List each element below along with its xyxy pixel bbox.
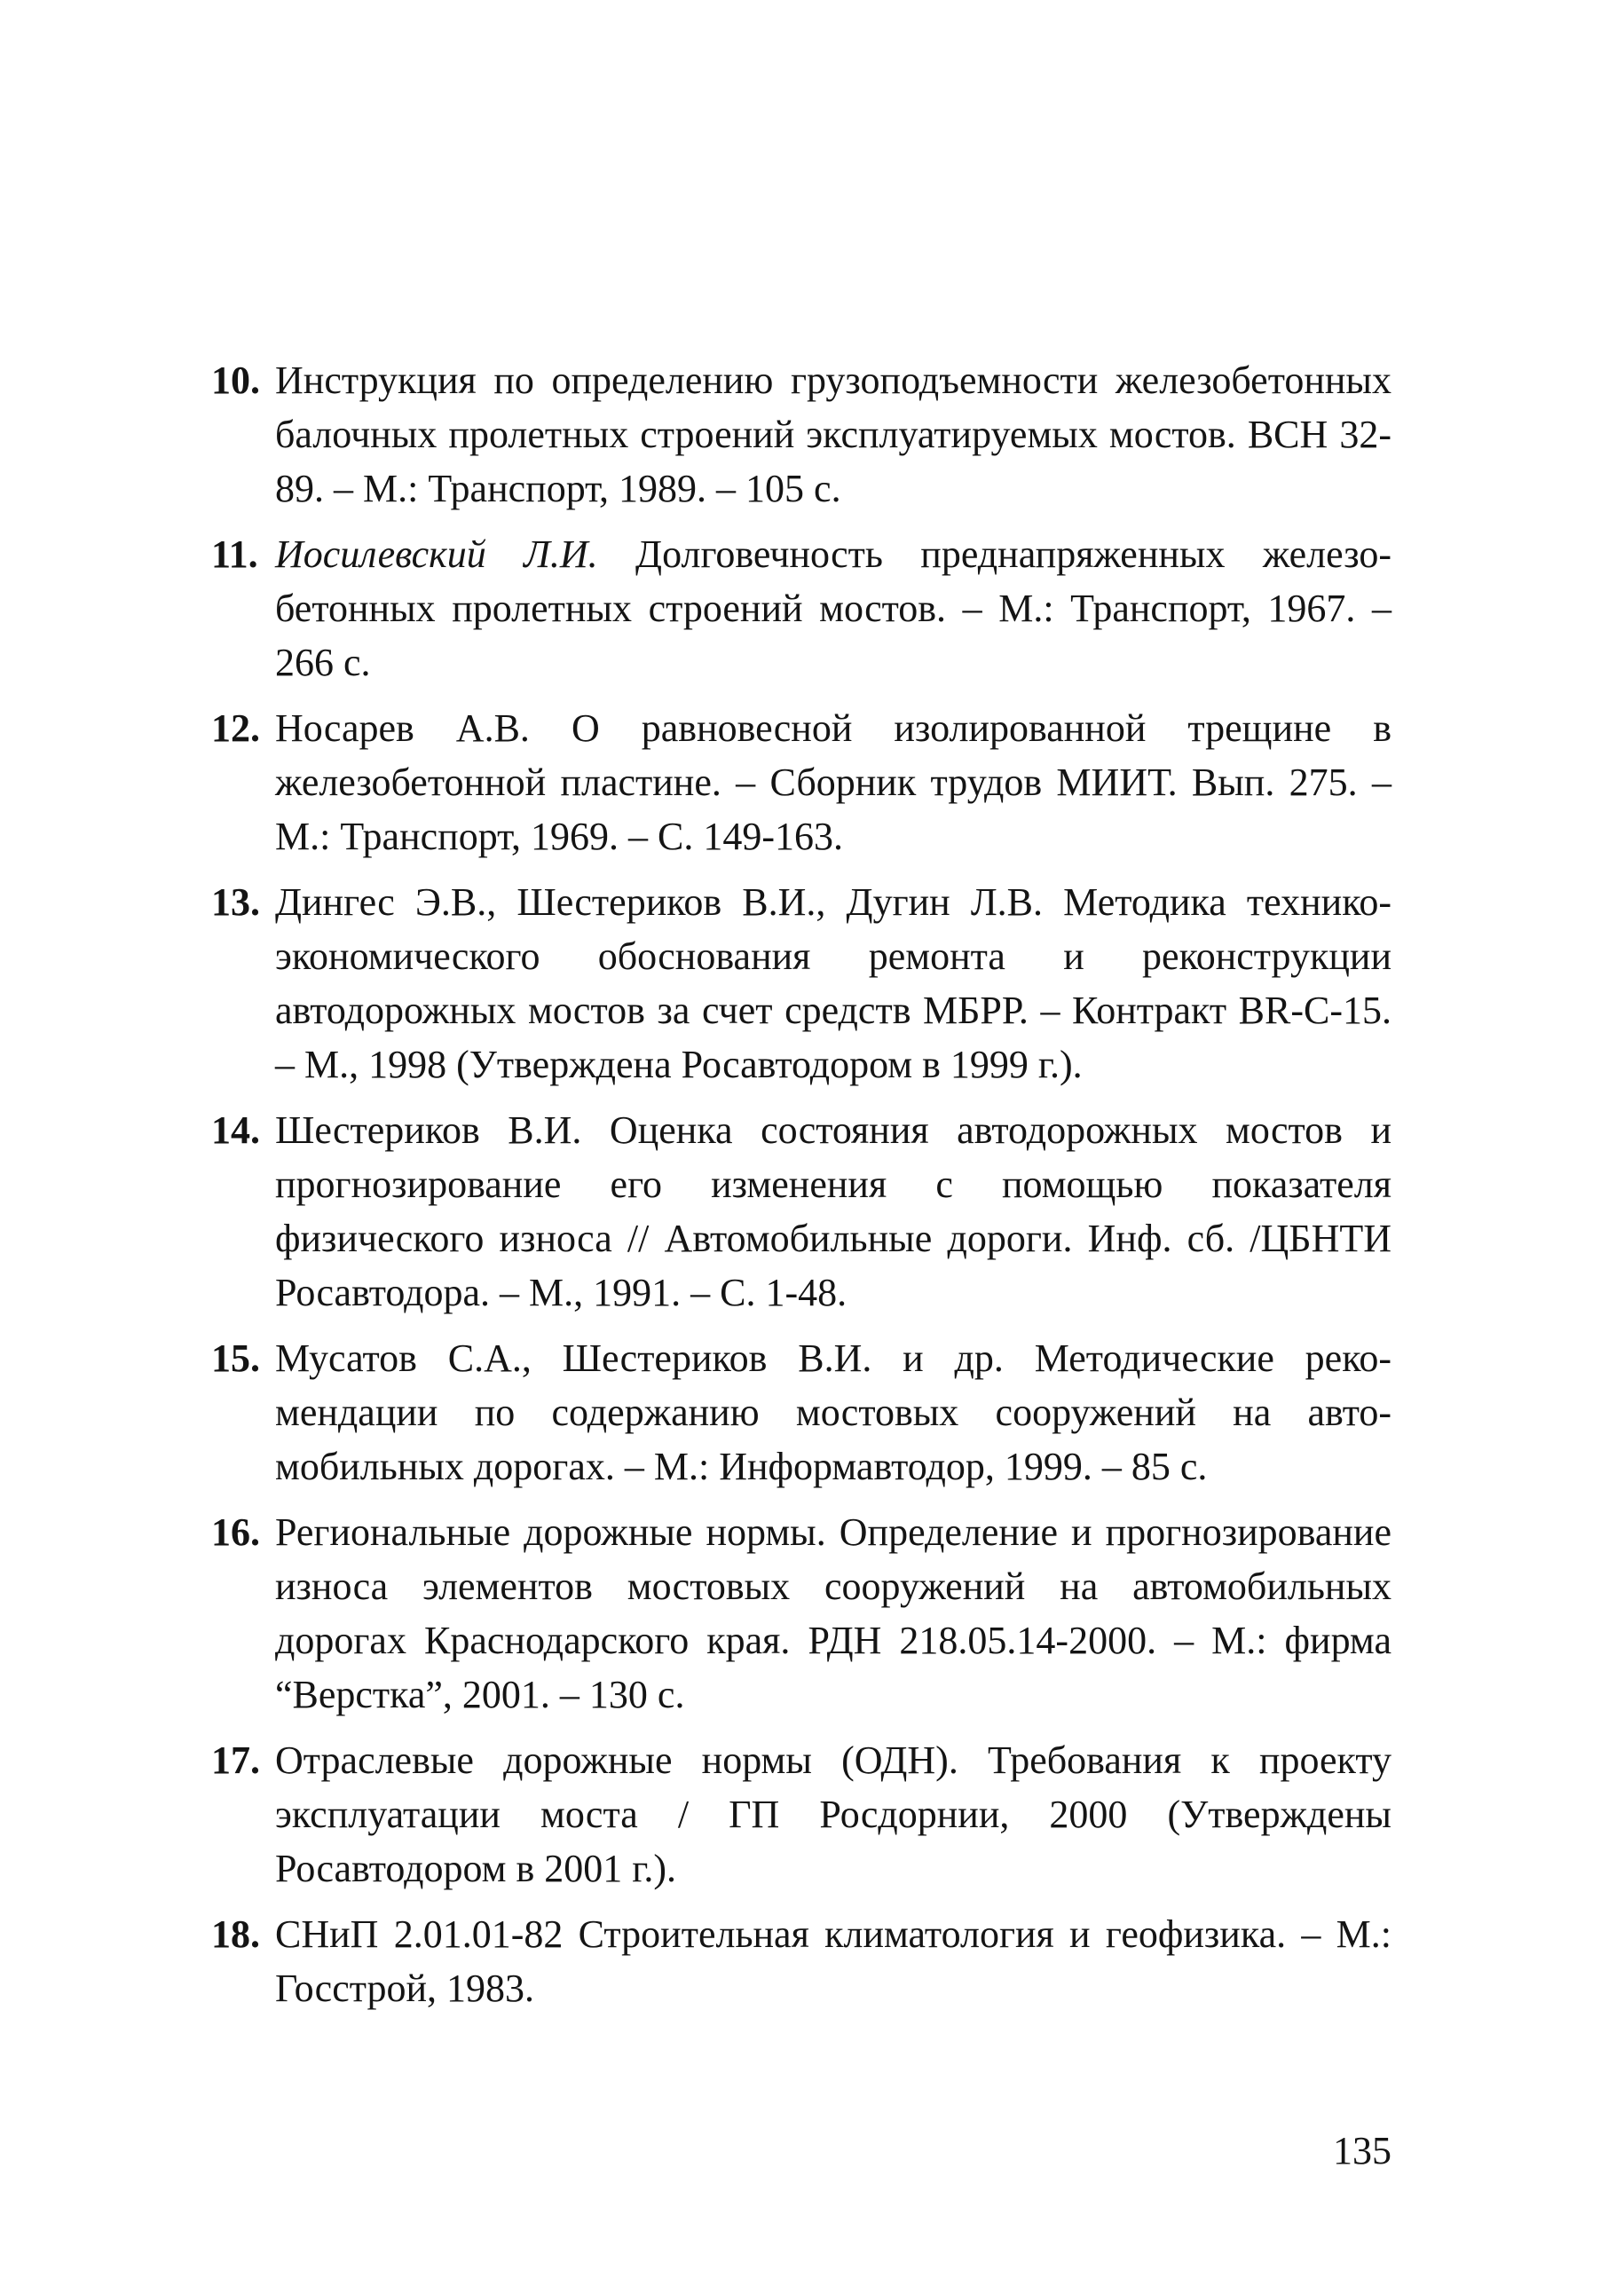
reference-text: Региональные дорожные нормы. Определение и прогнозирование износа элементов мостовых сооружений на автомобильных дорогах Краснодарского края. РДН 218.05.14-2000. – М.: фирма “Верстка”, 2001. – 130 с. (275, 1510, 1391, 1716)
reference-item (211, 1331, 1391, 1494)
reference-number: 15. (211, 1336, 260, 1380)
reference-text: Шестериков В.И. Оценка состояния автодорожных мостов и прогнозирование его изменения с помощью показателя физического износа // Автомобильные дороги. Инф. сб. /ЦБНТИ Росавтодора. – М., 1991. – С. 1-48. (275, 1108, 1391, 1314)
reference-item (211, 1103, 1391, 1320)
reference-number: 14. (211, 1108, 260, 1152)
reference-author: Иосилевский Л.И. (275, 532, 598, 576)
reference-item (211, 875, 1391, 1092)
reference-number: 18. (211, 1912, 260, 1956)
reference-number: 16. (211, 1510, 260, 1554)
reference-number: 17. (211, 1738, 260, 1782)
reference-item (211, 1733, 1391, 1896)
reference-text: Мусатов С.А., Шестериков В.И. и др. Методические рекомендации по содержанию мостовых сооружений на автомобильных дорогах. – М.: Информавтодор, 1999. – 85 с. (275, 1336, 1391, 1488)
reference-text: СНиП 2.01.01-82 Строительная климатология и геофизика. – М.: Госстрой, 1983. (275, 1912, 1391, 2010)
reference-item (211, 1505, 1391, 1722)
page-number: 135 (1333, 2129, 1391, 2172)
reference-list (211, 353, 1391, 2027)
reference-number: 10. (211, 359, 260, 402)
reference-number: 11. (211, 532, 258, 576)
reference-text: Долговечность преднапряженных железобетонных пролетных строений мостов. – М.: Транспорт, 1967. – 266 с. (275, 532, 1391, 684)
reference-number: 13. (211, 880, 260, 924)
reference-item (211, 353, 1391, 516)
reference-text: Инструкция по определению грузоподъемности железобетонных балочных пролетных строений эксплуатируемых мостов. ВСН 32-89. – М.: Транспорт, 1989. – 105 с. (275, 359, 1391, 510)
reference-item (211, 527, 1391, 690)
reference-text: Отраслевые дорожные нормы (ОДН). Требования к проекту эксплуатации моста / ГП Росдорнии, 2000 (Утверждены Росавтодором в 2001 г.). (275, 1738, 1391, 1890)
reference-item (211, 1907, 1391, 2015)
reference-text: Дингес Э.В., Шестериков В.И., Дугин Л.В. Методика технико-экономического обоснования ремонта и реконструкции автодорожных мостов за счет средств МБРР. – Контракт BR-C-15. – М., 1998 (Утверждена Росавтодором в 1999 г.). (275, 880, 1391, 1086)
reference-text: Носарев А.В. О равновесной изолированной трещине в железобетонной пластине. – Сборник трудов МИИТ. Вып. 275. – М.: Транспорт, 1969. – С. 149-163. (275, 706, 1391, 858)
reference-number: 12. (211, 706, 260, 750)
reference-item (211, 701, 1391, 863)
